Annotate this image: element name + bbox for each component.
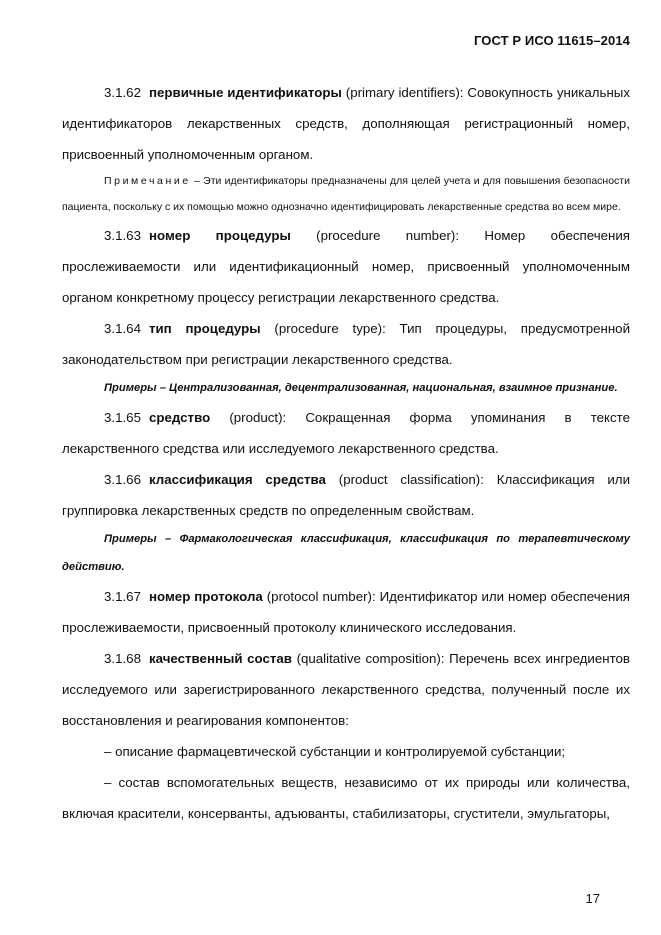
definition-3-1-64 <box>62 313 630 375</box>
definition-text: (procedure number): Номер обеспечения прослеживаемости или идентификационный номер, присвоенный уполномоченным органом конкретному процессу регистрации лекарственного средства. <box>62 228 630 305</box>
example-2: Примеры – Фармакологическая классификация, классификация по терапевтическому действию. <box>62 533 630 573</box>
term: номер процедуры <box>148 228 291 243</box>
example-1: Примеры – Централизованная, децентрализованная, национальная, взаимное признание. <box>104 382 618 394</box>
list-item: – состав вспомогательных веществ, независимо от их природы или количества, включая красители, консерванты, адъюванты, стабилизаторы, сгустители, эмульгаторы, <box>62 775 630 821</box>
clause-number: 3.1.64 <box>104 321 141 336</box>
clause-number: 3.1.63 <box>104 228 141 243</box>
definition-3-1-62 <box>62 77 630 170</box>
document-header: ГОСТ Р ИСО 11615–2014 <box>473 33 630 48</box>
clause-number: 3.1.65 <box>104 410 141 425</box>
note-label: Примечание <box>104 175 191 187</box>
clause-number: 3.1.67 <box>104 589 141 604</box>
clause-number: 3.1.62 <box>104 85 141 100</box>
definition-3-1-68 <box>62 643 630 736</box>
document-body <box>62 77 630 829</box>
definition-3-1-63 <box>62 220 630 313</box>
note <box>62 168 630 220</box>
definition-text: (product classification): Классификация или группировка лекарственных средств по определенным свойствам. <box>62 472 630 518</box>
definition-text: (procedure type): Тип процедуры, предусмотренной законодательством при регистрации лекарственного средства. <box>62 321 630 367</box>
clause-number: 3.1.68 <box>104 651 141 666</box>
term: качественный состав <box>148 651 292 666</box>
list-item: – описание фармацевтической субстанции и контролируемой субстанции; <box>104 744 566 759</box>
term: номер протокола <box>148 589 263 604</box>
definition-text: (qualitative composition): Перечень всех ингредиентов исследуемого или зарегистрированного лекарственного средства, полученный после их восстановления и реагирования компонентов: <box>62 651 630 728</box>
term: первичные идентификаторы <box>148 85 342 100</box>
term: классификация средства <box>148 472 326 487</box>
definition-text: (primary identifiers): Совокупность уникальных идентификаторов лекарственных средств, дополняющая регистрационный номер, присвоенный уполномоченным органом. <box>62 85 631 162</box>
definition-3-1-67 <box>62 581 630 643</box>
clause-number: 3.1.66 <box>104 472 141 487</box>
definition-3-1-65 <box>62 402 630 464</box>
definition-3-1-66 <box>62 464 630 526</box>
term: средство <box>148 410 211 425</box>
term: тип процедуры <box>148 321 261 336</box>
page-number: 17 <box>585 891 600 906</box>
definition-text: (product): Сокращенная форма упоминания в тексте лекарственного средства или исследуемого лекарственного средства. <box>62 410 630 456</box>
note-text: – Эти идентификаторы предназначены для целей учета и для повышения безопасности пациента, поскольку с их помощью можно однозначно идентифицировать лекарственные средства во всем мире. <box>62 175 630 213</box>
definition-text: (protocol number): Идентификатор или номер обеспечения прослеживаемости, присвоенный протоколу клинического исследования. <box>62 589 630 635</box>
